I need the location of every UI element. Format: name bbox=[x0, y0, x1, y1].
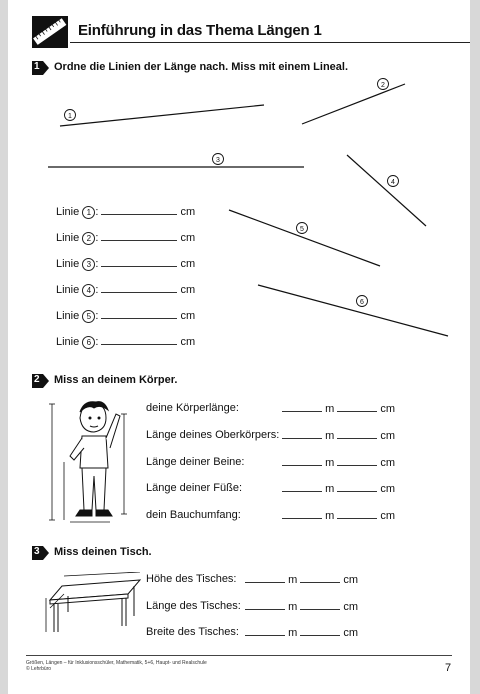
answer-row: Linie 3 : cm bbox=[56, 258, 196, 270]
row-prefix: Linie bbox=[56, 258, 80, 270]
unit-label: cm bbox=[180, 310, 196, 322]
unit-label: cm bbox=[180, 336, 196, 348]
measure-label: Länge deiner Beine: bbox=[146, 456, 245, 468]
task1-number: 1 bbox=[34, 61, 40, 72]
row-prefix: Linie bbox=[56, 232, 80, 244]
task3-heading: Miss deinen Tisch. bbox=[54, 546, 152, 558]
centimeter-answer-field[interactable] bbox=[337, 402, 377, 412]
page-number: 7 bbox=[445, 662, 452, 674]
unit-label: cm bbox=[180, 232, 196, 244]
table-illustration bbox=[44, 572, 144, 638]
centimeter-unit: cm bbox=[380, 403, 396, 415]
table-answer bbox=[245, 626, 358, 639]
task2-number: 2 bbox=[34, 374, 40, 385]
footer-line-1: Größen, Längen – für Inklusionsschüler, Mathematik, 5+6, Haupt- und Realschule bbox=[26, 660, 207, 666]
footer-line-2: © Lehrbüro bbox=[26, 666, 52, 672]
meter-unit: m bbox=[325, 510, 335, 522]
body-row bbox=[146, 482, 242, 494]
centimeter-unit: cm bbox=[380, 430, 396, 442]
answer-row: Linie 1 : cm bbox=[56, 206, 196, 218]
meter-unit: m bbox=[288, 574, 298, 586]
meter-unit: m bbox=[325, 483, 335, 495]
unit-label: cm bbox=[180, 284, 196, 296]
row-marker: 6 bbox=[82, 336, 95, 349]
row-marker: 2 bbox=[82, 232, 95, 245]
answer-row: Linie 2 : cm bbox=[56, 232, 196, 244]
table-row bbox=[146, 626, 239, 638]
centimeter-unit: cm bbox=[343, 601, 359, 613]
measure-label: deine Körperlänge: bbox=[146, 402, 239, 414]
centimeter-unit: cm bbox=[343, 574, 359, 586]
meter-answer-field[interactable] bbox=[245, 626, 285, 636]
centimeter-unit: cm bbox=[343, 627, 359, 639]
meter-unit: m bbox=[288, 601, 298, 613]
table-answer bbox=[245, 573, 358, 586]
meter-answer-field[interactable] bbox=[282, 456, 322, 466]
measurement-lines-figure bbox=[8, 0, 470, 360]
meter-answer-field[interactable] bbox=[282, 509, 322, 519]
boy-measuring-illustration bbox=[44, 396, 134, 528]
centimeter-answer-field[interactable] bbox=[337, 509, 377, 519]
task2-heading: Miss an deinem Körper. bbox=[54, 374, 178, 386]
centimeter-answer-field[interactable] bbox=[337, 482, 377, 492]
measure-label: Breite des Tisches: bbox=[146, 626, 239, 638]
table-row bbox=[146, 573, 237, 585]
measure-label: Länge deines Oberkörpers: bbox=[146, 429, 280, 441]
row-marker: 3 bbox=[82, 258, 95, 271]
body-row bbox=[146, 456, 244, 468]
page-title: Einführung in das Thema Längen 1 bbox=[78, 22, 322, 39]
centimeter-answer-field[interactable] bbox=[300, 600, 340, 610]
line-6 bbox=[258, 285, 448, 336]
centimeter-answer-field[interactable] bbox=[300, 626, 340, 636]
body-row bbox=[146, 429, 279, 441]
length-answer-field[interactable] bbox=[101, 309, 177, 319]
worksheet-page bbox=[8, 0, 470, 694]
length-answer-field[interactable] bbox=[101, 231, 177, 241]
marker-label-5: 5 bbox=[300, 226, 304, 233]
row-prefix: Linie bbox=[56, 310, 80, 322]
meter-unit: m bbox=[325, 457, 335, 469]
footer-divider bbox=[26, 655, 452, 656]
meter-unit: m bbox=[325, 430, 335, 442]
meter-unit: m bbox=[288, 627, 298, 639]
body-row bbox=[146, 402, 239, 414]
centimeter-answer-field[interactable] bbox=[337, 429, 377, 439]
answer-row: Linie 4 : cm bbox=[56, 284, 196, 296]
measure-label: Länge deiner Füße: bbox=[146, 482, 243, 494]
answer-row: Linie 5 : cm bbox=[56, 310, 196, 322]
length-answer-field[interactable] bbox=[101, 257, 177, 267]
row-marker: 4 bbox=[82, 284, 95, 297]
centimeter-unit: cm bbox=[380, 457, 396, 469]
footer-credits bbox=[26, 660, 207, 672]
row-marker: 1 bbox=[82, 206, 95, 219]
marker-label-1: 1 bbox=[68, 113, 72, 120]
row-prefix: Linie bbox=[56, 336, 80, 348]
body-answer bbox=[282, 482, 395, 495]
meter-unit: m bbox=[325, 403, 335, 415]
centimeter-answer-field[interactable] bbox=[337, 456, 377, 466]
answer-row: Linie 6 : cm bbox=[56, 336, 196, 348]
marker-label-4: 4 bbox=[391, 179, 395, 186]
table-row bbox=[146, 600, 241, 612]
length-answer-field[interactable] bbox=[101, 335, 177, 345]
centimeter-answer-field[interactable] bbox=[300, 573, 340, 583]
body-answer bbox=[282, 456, 395, 469]
body-answer bbox=[282, 509, 395, 522]
line-2 bbox=[302, 84, 405, 124]
marker-label-6: 6 bbox=[360, 299, 364, 306]
marker-label-3: 3 bbox=[216, 157, 220, 164]
task1-instruction: Ordne die Linien der Länge nach. Miss mit einem Lineal. bbox=[54, 61, 349, 73]
marker-label-2: 2 bbox=[381, 82, 385, 89]
centimeter-unit: cm bbox=[380, 510, 396, 522]
meter-answer-field[interactable] bbox=[245, 600, 285, 610]
line-1 bbox=[60, 105, 264, 126]
table-answer bbox=[245, 600, 358, 613]
body-answer bbox=[282, 402, 395, 415]
centimeter-unit: cm bbox=[380, 483, 396, 495]
meter-answer-field[interactable] bbox=[282, 482, 322, 492]
row-prefix: Linie bbox=[56, 206, 80, 218]
meter-answer-field[interactable] bbox=[245, 573, 285, 583]
line-4 bbox=[347, 155, 426, 226]
meter-answer-field[interactable] bbox=[282, 402, 322, 412]
measure-label: Länge des Tisches: bbox=[146, 600, 241, 612]
row-marker: 5 bbox=[82, 310, 95, 323]
row-prefix: Linie bbox=[56, 284, 80, 296]
meter-answer-field[interactable] bbox=[282, 429, 322, 439]
body-answer bbox=[282, 429, 395, 442]
measure-label: Höhe des Tisches: bbox=[146, 573, 237, 585]
line-5 bbox=[229, 210, 380, 266]
task3-number: 3 bbox=[34, 546, 40, 557]
measure-label: dein Bauchumfang: bbox=[146, 509, 241, 521]
unit-label: cm bbox=[180, 206, 196, 218]
length-answer-field[interactable] bbox=[101, 205, 177, 215]
unit-label: cm bbox=[180, 258, 196, 270]
body-row bbox=[146, 509, 241, 521]
length-answer-field[interactable] bbox=[101, 283, 177, 293]
